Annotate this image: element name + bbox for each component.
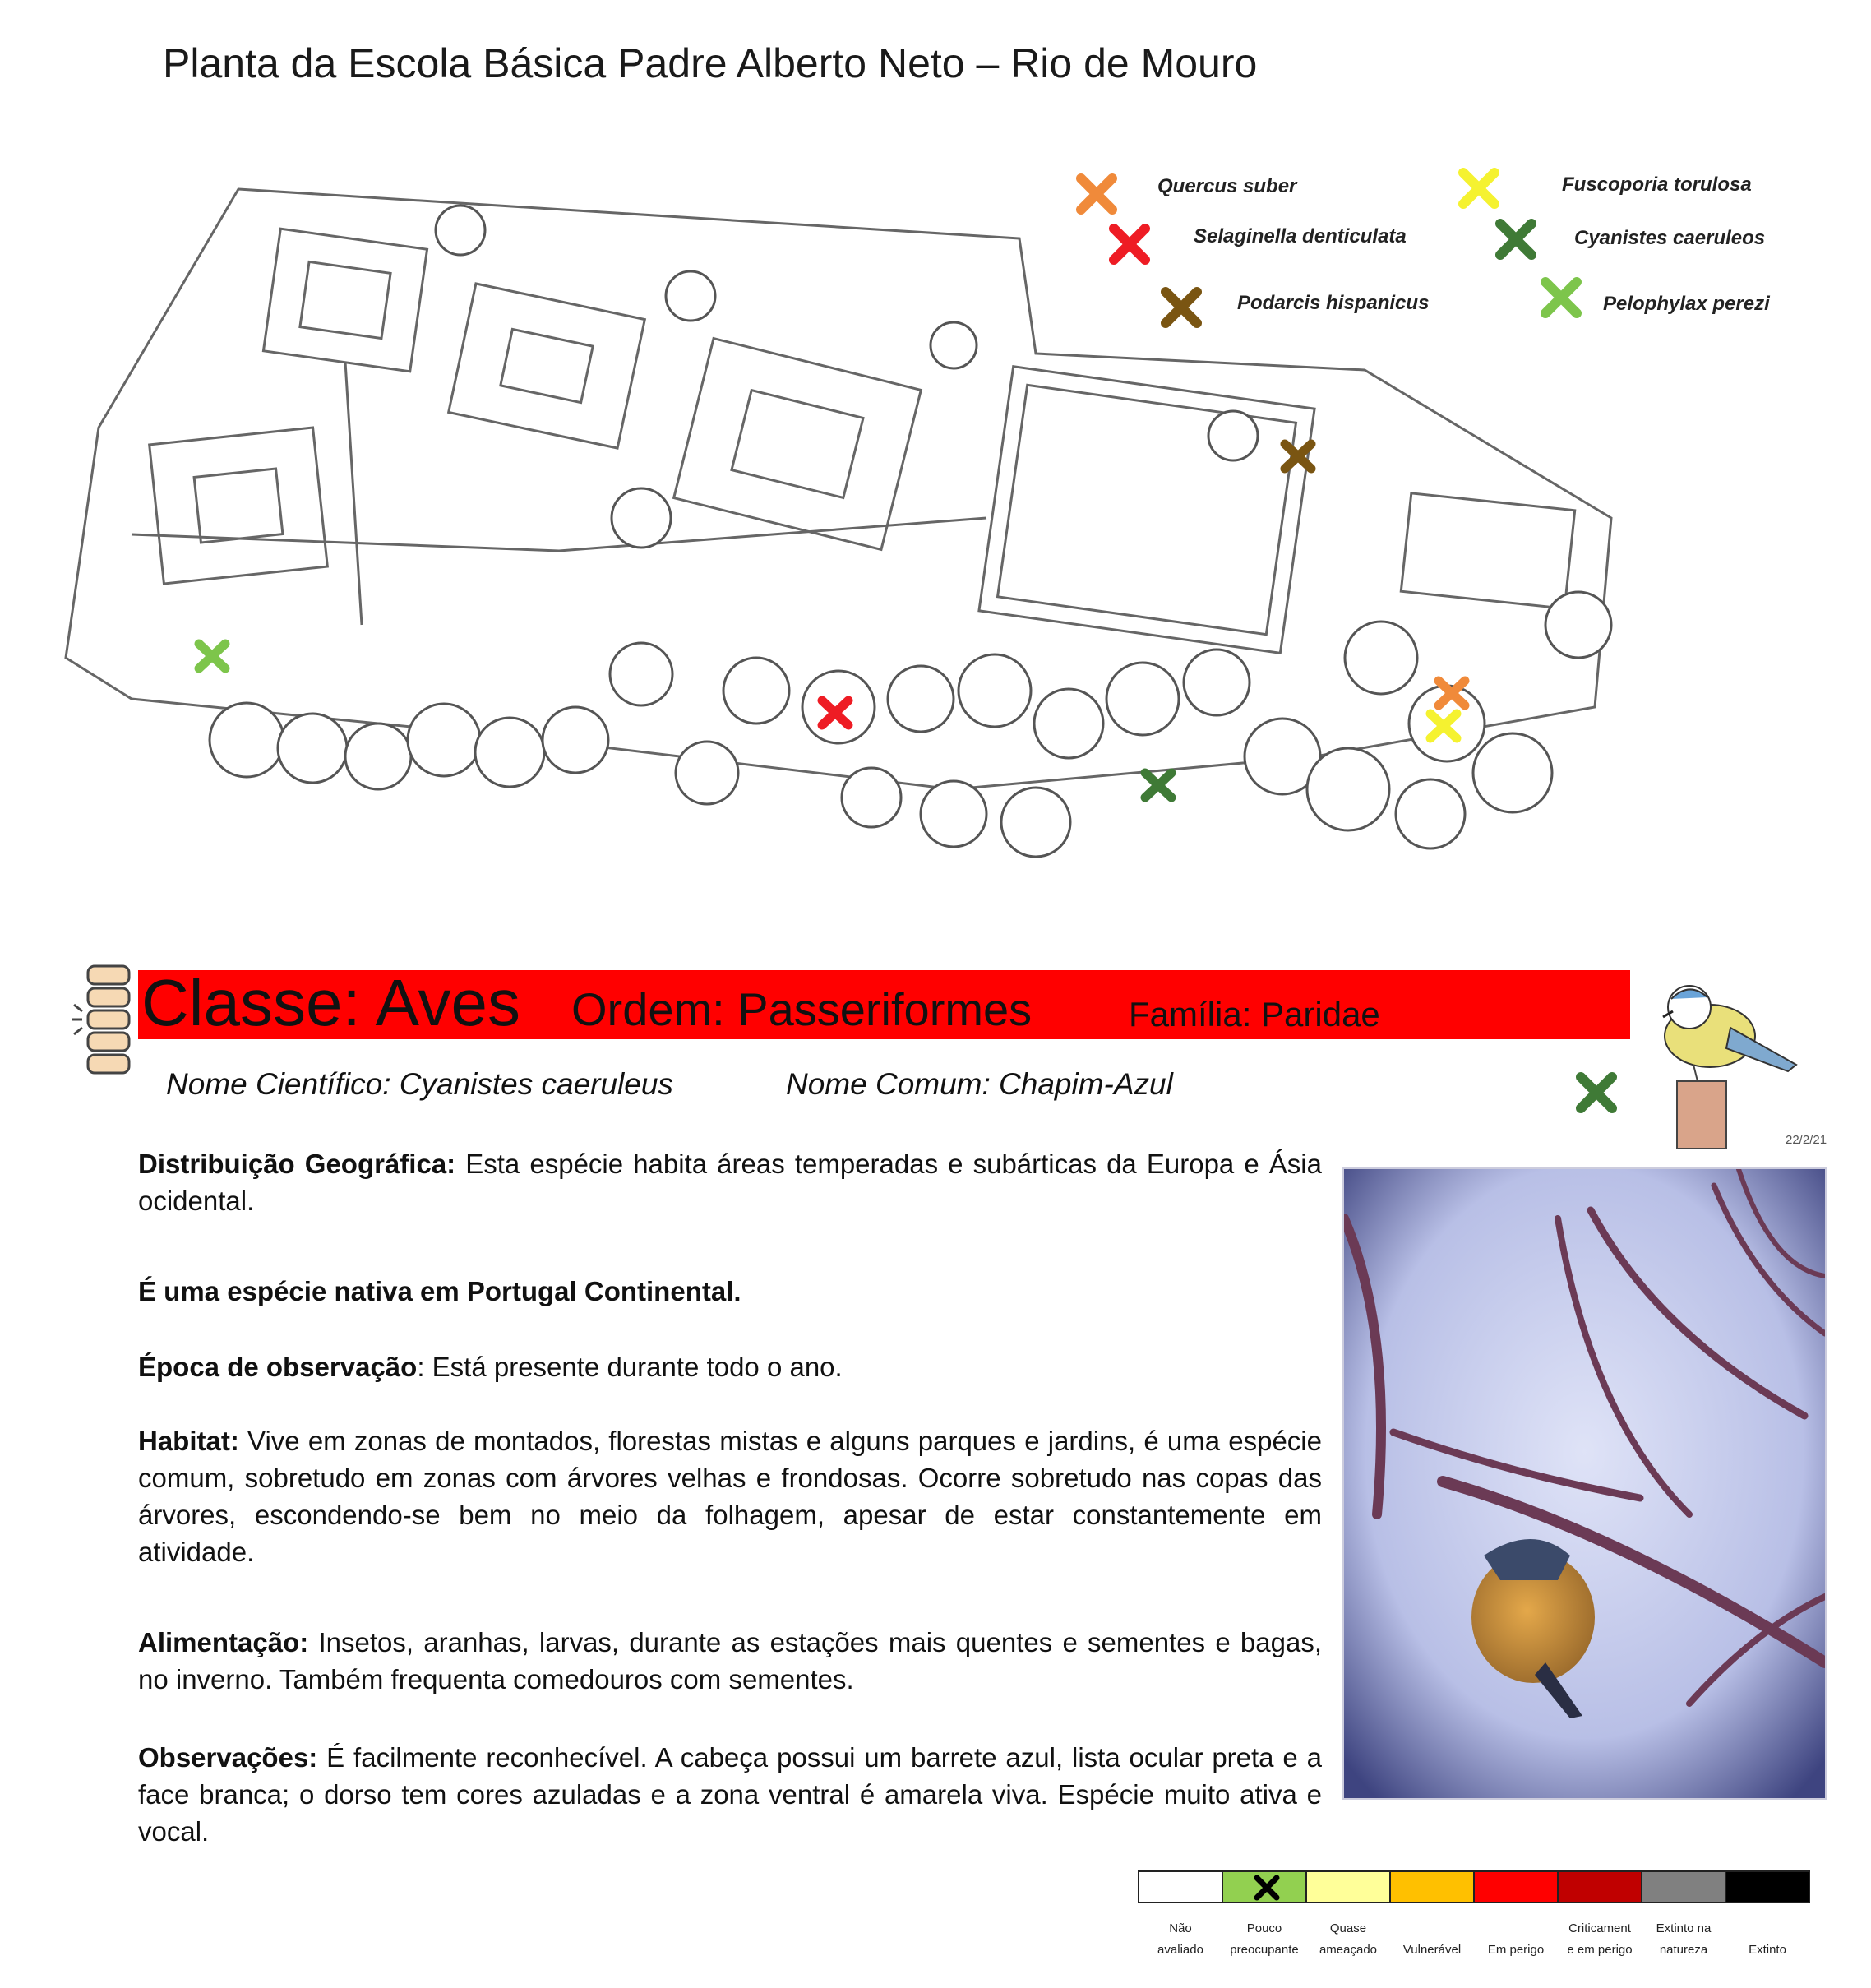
- building-4: [150, 428, 328, 584]
- sports-field: [979, 367, 1314, 654]
- sketch-date: 22/2/21: [1786, 1133, 1827, 1147]
- building-3: [674, 339, 922, 550]
- legend-marker-selaginella: [1106, 220, 1153, 268]
- legend-label-podarcis: Podarcis hispanicus: [1237, 292, 1430, 314]
- map-marker-cyanistes: [1145, 773, 1171, 798]
- status-caption-extinct-in-wild: Extinto na natureza: [1656, 1921, 1712, 1957]
- legend-marker-fuscoporia: [1455, 164, 1503, 212]
- legend-marker-quercus-suber: [1073, 170, 1120, 218]
- legend-label-pelophylax: Pelophylax perezi: [1603, 293, 1770, 315]
- blue-tit-sketch: [1648, 974, 1825, 1151]
- page-title: Planta da Escola Básica Padre Alberto Neto – Rio de Mouro: [163, 40, 1258, 86]
- legend-label-quercus-suber: Quercus suber: [1157, 175, 1297, 197]
- status-cell-critically-endangered: [1557, 1870, 1642, 1903]
- native-statement: [138, 1273, 1322, 1310]
- diet-label: Alimentação:: [138, 1627, 309, 1657]
- order-label: Ordem: Passeriformes: [571, 983, 1033, 1035]
- class-label: Classe: Aves: [141, 966, 520, 1039]
- status-caption-extinct: Extinto: [1749, 1943, 1786, 1957]
- observation-season-section: [138, 1348, 1322, 1385]
- legend-label-selaginella: Selaginella denticulata: [1194, 225, 1407, 247]
- legend-marker-cyanistes: [1492, 215, 1540, 263]
- legend-label-fuscoporia: Fuscoporia torulosa: [1562, 173, 1752, 196]
- diet-text: Insetos, aranhas, larvas, durante as estações mais quentes e sementes e bagas, no inverno. Também frequenta comedouros com sementes.: [138, 1627, 1322, 1694]
- status-caption-least-concern: Pouco preocupante: [1230, 1921, 1299, 1957]
- scientific-name: Nome Científico: Cyanistes caeruleus: [166, 1067, 673, 1101]
- status-caption-vulnerable: Vulnerável: [1402, 1943, 1462, 1957]
- observations-section: [138, 1739, 1322, 1850]
- spine-icon: [67, 962, 150, 1077]
- building-1: [263, 229, 427, 372]
- status-cell-extinct: [1725, 1870, 1810, 1903]
- native-text: É uma espécie nativa em Portugal Continental.: [138, 1276, 741, 1306]
- conservation-status-scale: [1138, 1870, 1820, 1984]
- distribution-text: Esta espécie habita áreas temperadas e subárticas da Europa e Ásia ocidental.: [138, 1149, 1322, 1216]
- status-cell-extinct-in-wild: [1641, 1870, 1726, 1903]
- habitat-label: Habitat:: [138, 1426, 239, 1456]
- legend-label-cyanistes: Cyanistes caeruleos: [1574, 227, 1766, 249]
- status-cell-endangered: [1473, 1870, 1559, 1903]
- annex: [1401, 493, 1574, 608]
- distribution-section: [138, 1145, 1322, 1219]
- diet-section: [138, 1624, 1322, 1698]
- distribution-label: Distribuição Geográfica:: [138, 1149, 456, 1179]
- legend-marker-podarcis: [1157, 284, 1205, 331]
- habitat-section: [138, 1422, 1322, 1570]
- common-name: Nome Comum: Chapim-Azul: [786, 1067, 1173, 1101]
- family-label: Família: Paridae: [1129, 995, 1380, 1033]
- legend-marker-pelophylax: [1537, 274, 1585, 321]
- habitat-text: Vive em zonas de montados, florestas mistas e alguns parques e jardins, é uma espécie comum, sobretudo em zonas com árvores velhas e frondosas. Ocorre sobretudo nas copas das árvores, escondendo-se bem no meio da folhagem, apesar de estar constantemente em atividade.: [138, 1426, 1322, 1567]
- bird-photo: [1342, 1167, 1827, 1800]
- school-map: [49, 164, 1693, 921]
- status-cell-vulnerable: [1389, 1870, 1475, 1903]
- observations-text: É facilmente reconhecível. A cabeça possui um barrete azul, lista ocular preta e a face branca; o dorso tem cores azuladas e a zona ventral é amarela viva. Espécie muito ativa e vocal.: [138, 1742, 1322, 1847]
- status-caption-near-threatened: Quase ameaçado: [1319, 1921, 1378, 1957]
- status-caption-critically-endangered: Criticament e em perigo: [1567, 1921, 1633, 1957]
- species-marker-icon: [1573, 1069, 1620, 1117]
- status-caption-endangered: Em perigo: [1487, 1943, 1545, 1957]
- selected-status-icon: [1253, 1874, 1281, 1902]
- observation-season-label: Época de observação: [138, 1352, 418, 1382]
- status-cell-near-threatened: [1305, 1870, 1391, 1903]
- observation-season-text: : Está presente durante todo o ano.: [417, 1352, 843, 1382]
- map-marker-pelophylax: [199, 644, 225, 668]
- status-caption-not-evaluated: Não avaliado: [1157, 1921, 1203, 1957]
- observations-label: Observações:: [138, 1742, 318, 1773]
- status-cell-least-concern: [1222, 1870, 1307, 1903]
- status-cell-not-evaluated: [1138, 1870, 1223, 1903]
- building-2: [449, 284, 645, 448]
